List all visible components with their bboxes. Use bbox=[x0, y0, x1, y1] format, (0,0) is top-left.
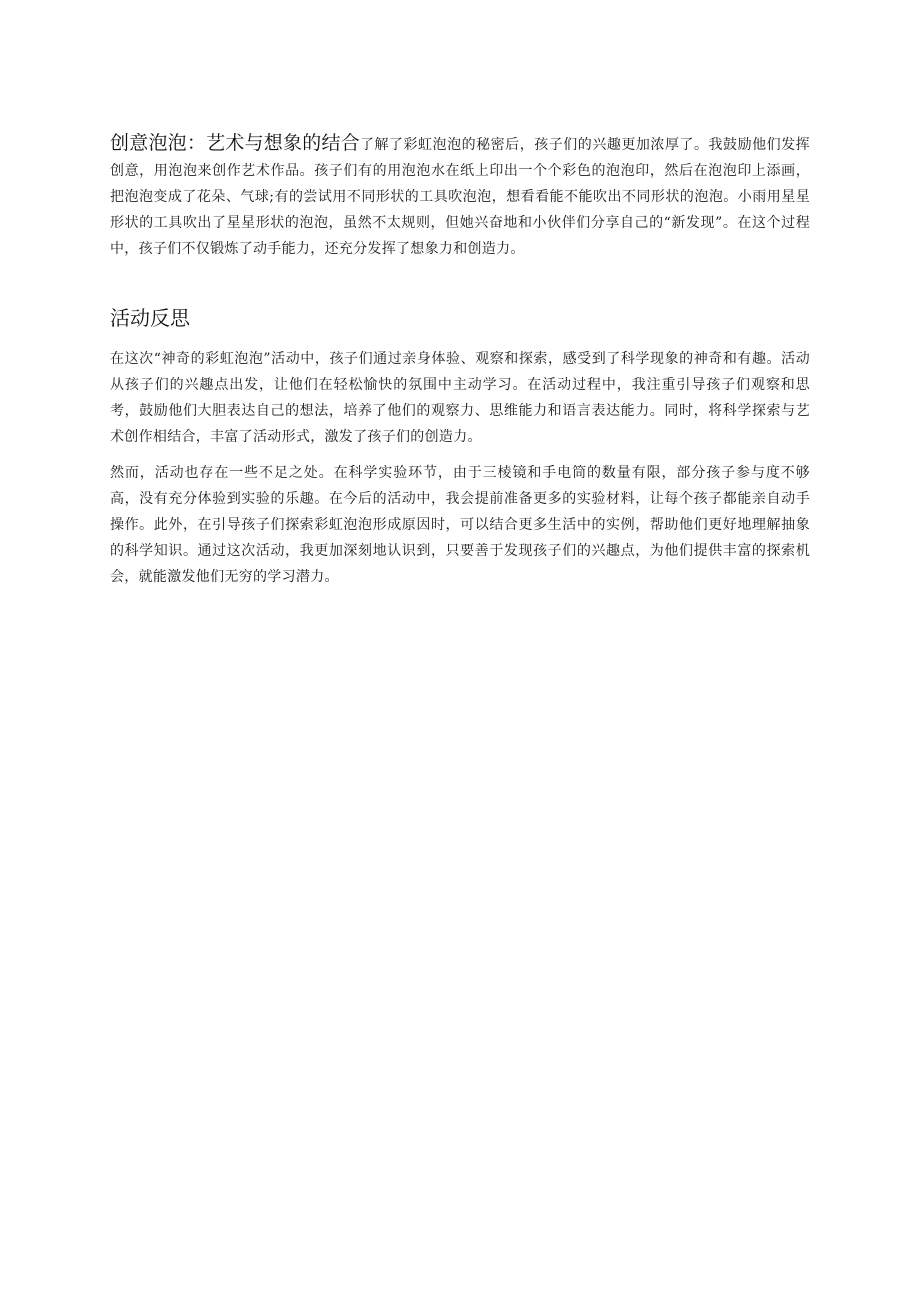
document-page bbox=[110, 130, 810, 590]
creative-heading: 创意泡泡：艺术与想象的结合 bbox=[110, 132, 360, 154]
creative-body: 了解了彩虹泡泡的秘密后，孩子们的兴趣更加浓厚了。我鼓励他们发挥创意，用泡泡来创作艺术作品。孩子们有的用泡泡水在纸上印出一个个彩色的泡泡印，然后在泡泡印上添画，把泡泡变成了花朵、气球;有的尝试用不同形状的工具吹泡泡，想看看能不能吹出不同形状的泡泡。小雨用星星形状的工具吹出了星星形状的泡泡，虽然不太规则，但她兴奋地和小伙伴们分享自己的“新发现”。在这个过程中，孩子们不仅锻炼了动手能力，还充分发挥了想象力和创造力。 bbox=[110, 137, 810, 257]
reflection-heading: 活动反思 bbox=[110, 306, 190, 330]
creative-paragraph bbox=[110, 130, 810, 262]
reflection-paragraph-1: 在这次“神奇的彩虹泡泡”活动中，孩子们通过亲身体验、观察和探索，感受到了科学现象的神奇和有趣。活动从孩子们的兴趣点出发，让他们在轻松愉快的氛围中主动学习。在活动过程中，我注重引导孩子们观察和思考，鼓励他们大胆表达自己的想法，培养了他们的观察力、思维能力和语言表达能力。同时，将科学探索与艺术创作相结合，丰富了活动形式，激发了孩子们的创造力。 bbox=[110, 351, 810, 445]
reflection-paragraph-2: 然而，活动也存在一些不足之处。在科学实验环节，由于三棱镜和手电筒的数量有限，部分孩子参与度不够高，没有充分体验到实验的乐趣。在今后的活动中，我会提前准备更多的实验材料，让每个孩子都能亲自动手操作。此外，在引导孩子们探索彩虹泡泡形成原因时，可以结合更多生活中的实例，帮助他们更好地理解抽象的科学知识。通过这次活动，我更加深刻地认识到，只要善于发现孩子们的兴趣点，为他们提供丰富的探索机会，就能激发他们无穷的学习潜力。 bbox=[110, 465, 810, 585]
